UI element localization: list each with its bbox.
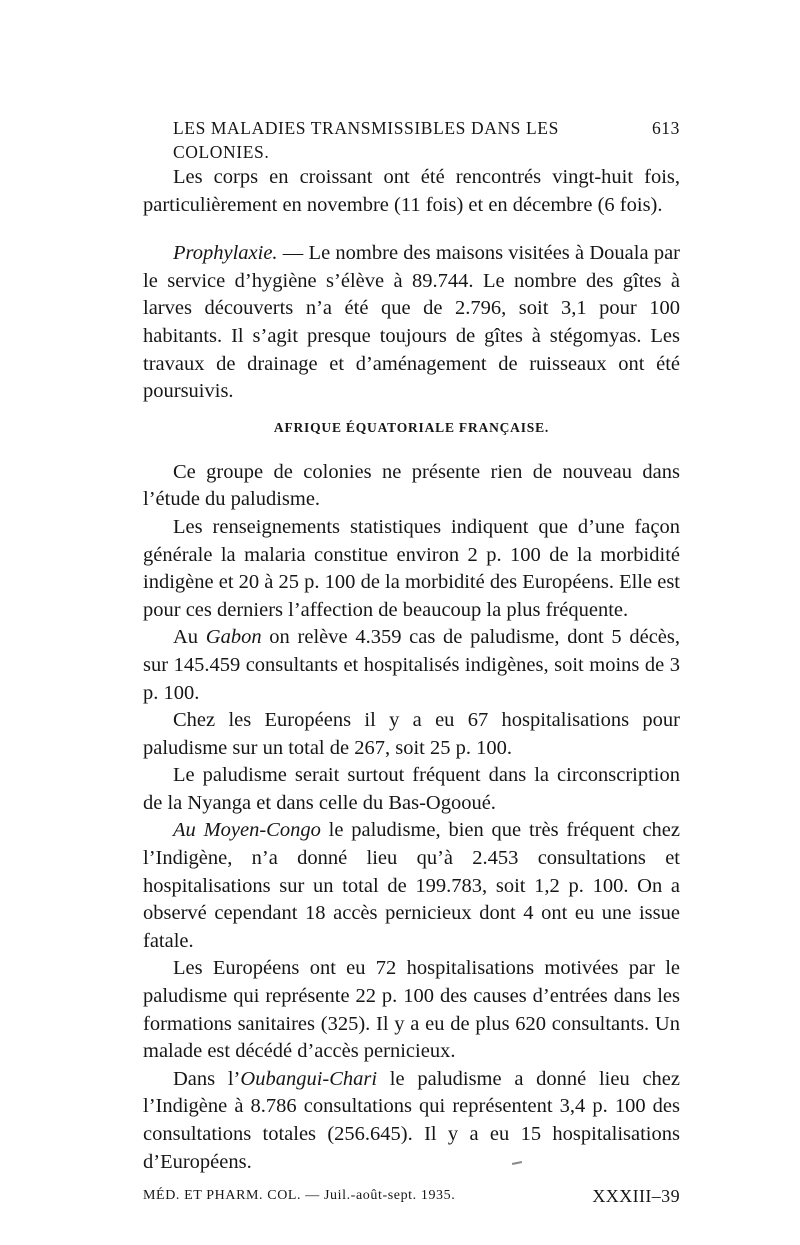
document-page <box>143 116 680 1206</box>
spacer <box>143 219 680 240</box>
paragraph-intro: Ce groupe de colonies ne présente rien de nouveau dans l’étude du paludisme. <box>143 460 680 511</box>
journal-reference: MÉD. ET PHARM. COL. — Juil.-août-sept. 1935. <box>143 1188 456 1204</box>
paragraph-nyanga: Le paludisme serait surtout fréquent dans la circonscription de la Nyanga et dans celle du Bas-Ogooué. <box>143 764 680 814</box>
paragraph-moyen-congo <box>143 817 680 955</box>
prophylaxie-heading: Prophylaxie. <box>173 242 278 265</box>
gabon-place: Gabon <box>205 626 262 649</box>
gabon-prefix: Au <box>173 626 206 649</box>
gabon-text: on relève 4.359 cas de paludisme, dont 5 décès, sur 145.459 consultants et hospitalisés indigènes, soit moins de 3 p. 100. <box>143 626 680 704</box>
paragraph-crescents: Les corps en croissant ont été rencontrés vingt-huit fois, particulièrement en novembre (11 fois) et en décembre (6 fois). <box>143 166 680 216</box>
section-title: AFRIQUE ÉQUATORIALE FRANÇAISE. <box>273 419 550 435</box>
oubangui-prefix: Dans l’ <box>173 1067 241 1090</box>
page-number: 613 <box>651 118 680 138</box>
moyen-congo-text: le paludisme, bien que très fréquent chez l’Indigène, n’a donné lieu qu’à 2.453 consultations et hospitalisations sur un total de 199.783, soit 1,2 p. 100. On a observé cependant 18 accès pernicieux dont 4 ont eu une issue fatale. <box>143 819 680 952</box>
page-footer <box>143 1186 680 1206</box>
paragraph-congo-europeans: Les Européens ont eu 72 hospitalisations motivées par le paludisme qui représente 22 p. 100 des causes d’entrées dans les formations sanitaires (325). Il y a eu de plus 620 consultants. Un malade est décédé d’accès pernicieux. <box>143 957 680 1063</box>
signature-mark: XXXIII–39 <box>592 1186 680 1207</box>
moyen-congo-place: Au Moyen-Congo <box>173 819 321 842</box>
oubangui-text: le paludisme a donné lieu chez l’Indigène à 8.786 consultations qui représentent 3,4 p. 100 des consultations totales (256.645). Il y a eu 15 hospitalisations d’Européens. <box>143 1067 680 1173</box>
paragraph-gabon-europeans: Chez les Européens il y a eu 67 hospitalisations pour paludisme sur un total de 267, soit 25 p. 100. <box>143 709 680 759</box>
header-title: LES MALADIES TRANSMISSIBLES DANS LES COLONIES. <box>173 118 559 162</box>
spacer <box>143 438 680 459</box>
paragraph-statistics: Les renseignements statistiques indiquent que d’une façon générale la malaria constitue environ 2 p. 100 de la morbidité indigène et 20 à 25 p. 100 de la morbidité des Européens. Elle est pour ces derniers l’affection de beaucoup la plus fréquente. <box>143 515 680 621</box>
spacer <box>143 406 680 418</box>
oubangui-place: Oubangui-Chari <box>240 1067 378 1090</box>
paragraph-prophylaxie <box>143 240 680 406</box>
paragraph-oubangui-chari <box>143 1066 680 1176</box>
running-header <box>173 116 680 164</box>
prophylaxie-text: — Le nombre des maisons visitées à Douala par le service d’hygiène s’élève à 89.744. Le nombre des gîtes à larves découverts n’a été que de 2.796, soit 3,1 pour 100 habitants. Il s’agit presque toujours de gîtes à stégomyas. Les travaux de drainage et d’aménagement de ruisseaux ont été poursuivis. <box>143 242 680 403</box>
paragraph-gabon <box>143 624 680 707</box>
